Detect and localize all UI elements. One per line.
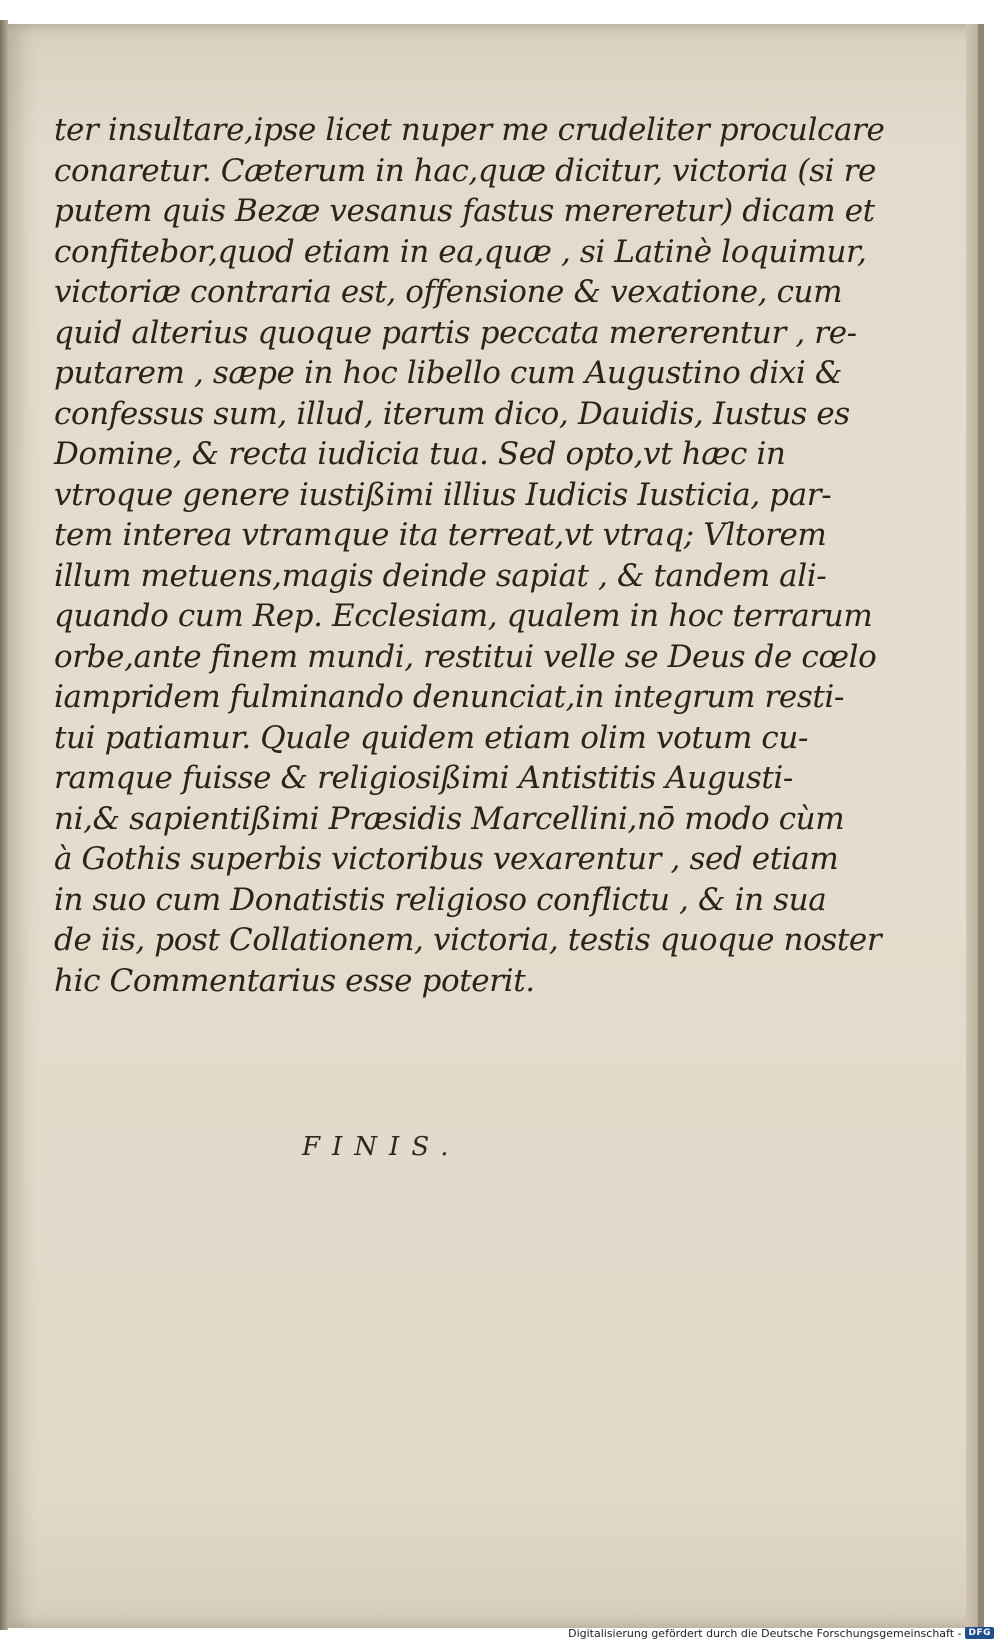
text-line: in suo cum Donatistis religioso conflictu , & in sua xyxy=(54,881,827,918)
text-line: à Gothis superbis victoribus vexarentur , sed etiam xyxy=(54,841,839,877)
page-gutter-right xyxy=(966,24,978,1628)
page-edge-right xyxy=(978,24,984,1628)
text-line: conaretur. Cæterum in hac,quæ dicitur, victoria (si re xyxy=(54,152,876,189)
text-line: victoriæ contraria est, offensione & vexatione, cum xyxy=(54,274,843,310)
text-line-last: hic Commentarius esse poterit. xyxy=(54,962,535,999)
text-line: tem interea vtramque ita terreat,vt vtraq; Vltorem xyxy=(54,517,827,553)
body-text xyxy=(54,110,885,1001)
text-line: putem quis Bezæ vesanus fastus mereretur) dicam et xyxy=(54,193,875,229)
digitization-footer xyxy=(568,1624,994,1642)
text-line: Domine, & recta iudicia tua. Sed opto,vt hæc in xyxy=(54,436,786,472)
text-line: ni,& sapientißimi Præsidis Marcellini,nō modo cùm xyxy=(54,800,845,837)
text-line: orbe,ante finem mundi, restitui velle se Deus de cœlo xyxy=(54,638,877,675)
text-line: quando cum Rep. Ecclesiam, qualem in hoc terrarum xyxy=(54,598,873,634)
text-line: de iis, post Collationem, victoria, testis quoque noster xyxy=(54,922,882,958)
text-line: iampridem fulminando denunciat,in integrum resti- xyxy=(54,679,845,715)
text-line: ramque fuisse & religiosißimi Antistitis Augusti- xyxy=(54,760,794,796)
finis-heading: FINIS. xyxy=(302,1132,461,1162)
text-line: confessus sum, illud, iterum dico, Dauidis, Iustus es xyxy=(54,395,850,432)
text-line: confitebor,quod etiam in ea,quæ , si Latinè loquimur, xyxy=(54,233,867,270)
text-line: ter insultare,ipse licet nuper me crudeliter proculcare xyxy=(54,112,885,148)
text-line: tui patiamur. Quale quidem etiam olim votum cu- xyxy=(54,719,809,756)
dfg-logo-icon: DFG xyxy=(965,1627,994,1639)
text-line: illum metuens,magis deinde sapiat , & tandem ali- xyxy=(54,557,827,594)
text-line: putarem , sæpe in hoc libello cum Augustino dixi & xyxy=(54,355,843,391)
text-line: quid alterius quoque partis peccata mererentur , re- xyxy=(54,314,857,351)
footer-credit: Digitalisierung gefördert durch die Deutsche Forschungsgemeinschaft - xyxy=(568,1626,962,1640)
page-edge-left xyxy=(0,20,8,1630)
text-line: vtroque genere iustißimi illius Iudicis Iusticia, par- xyxy=(54,476,832,513)
